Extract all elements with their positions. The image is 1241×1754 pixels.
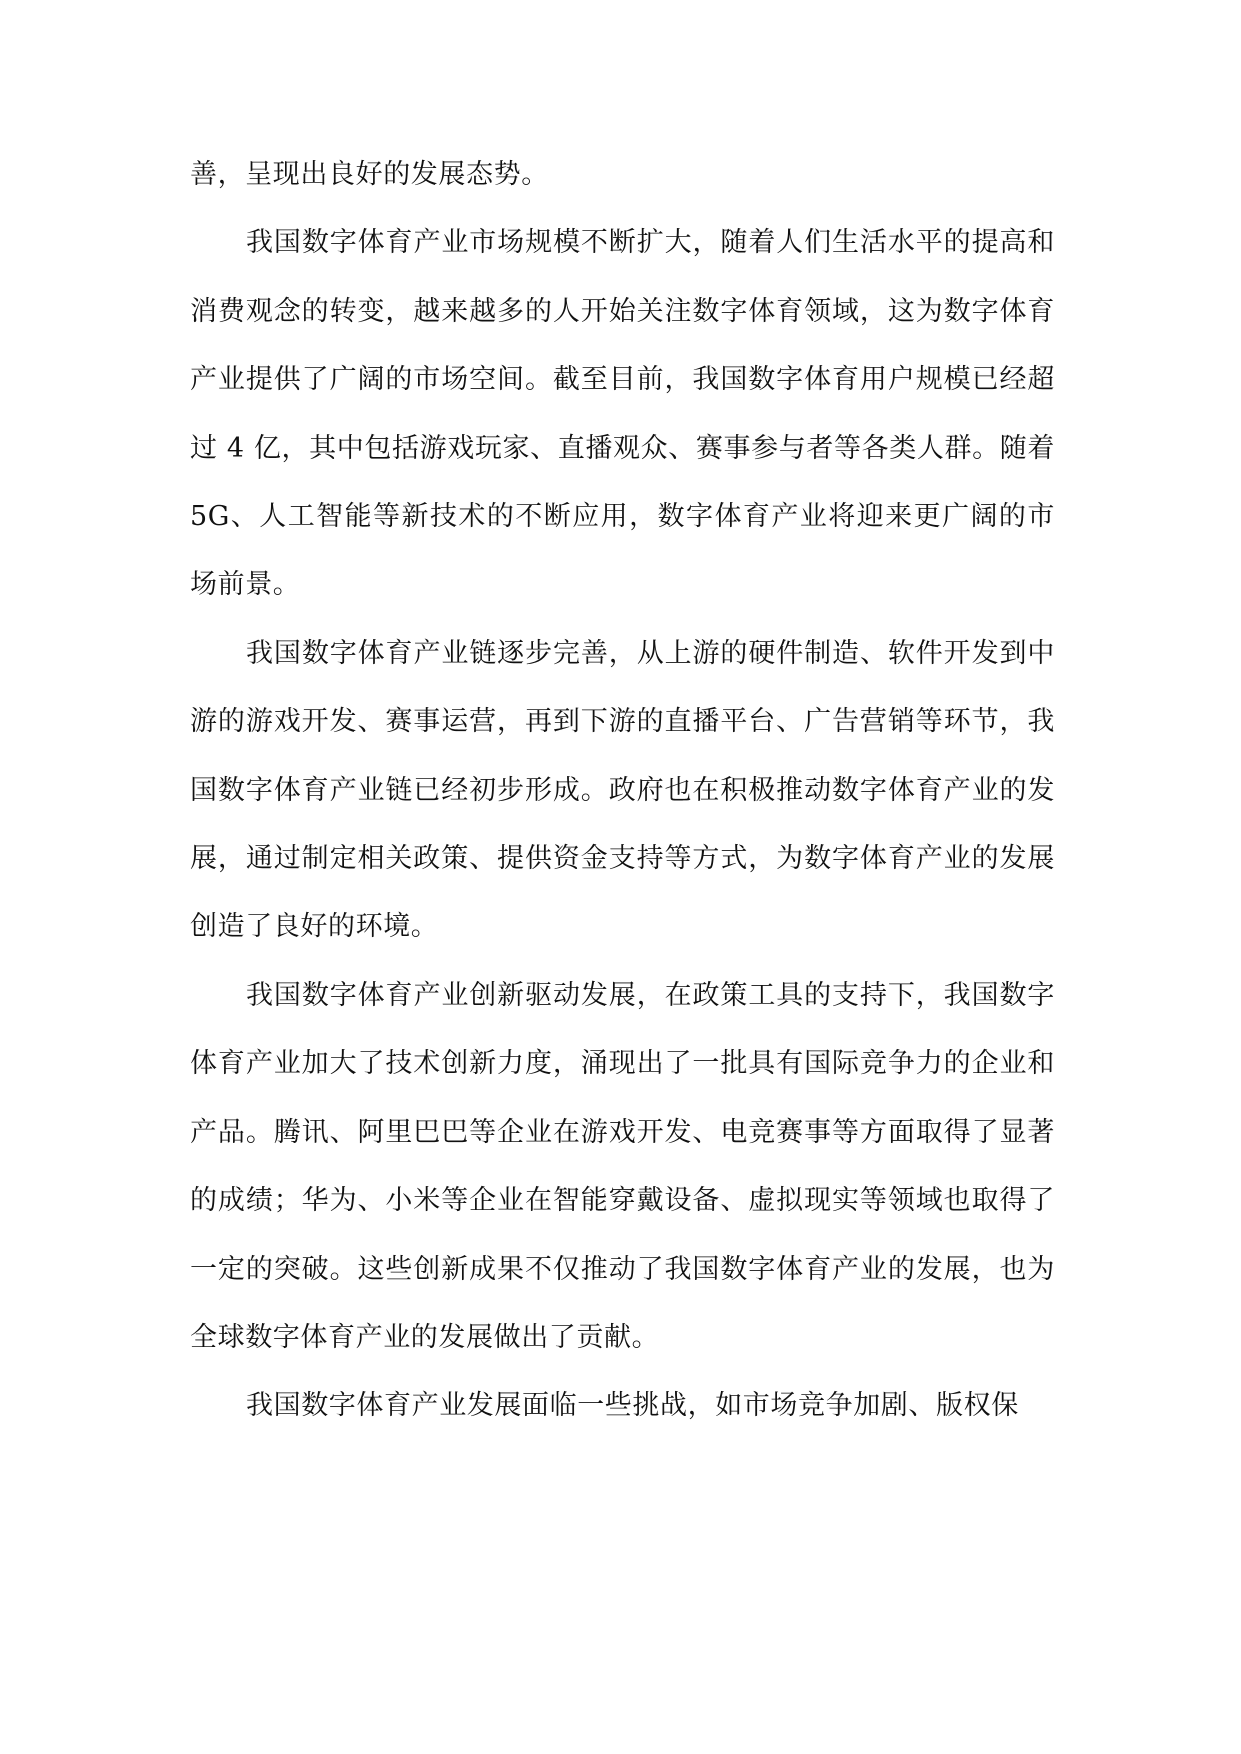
paragraph-challenges: 我国数字体育产业发展面临一些挑战，如市场竞争加剧、版权保	[246, 1390, 1019, 1422]
paragraph-industry-chain: 我国数字体育产业链逐步完善，从上游的硬件制造、软件开发到中游的游戏开发、赛事运营，再到下游的直播平台、广告营销等环节，我国数字体育产业链已经初步形成。政府也在积极推动数字体育产业的发展，通过制定相关政策、提供资金支持等方式，为数字体育产业的发展创造了良好的环境。	[190, 637, 1055, 943]
document-body	[190, 141, 1055, 1441]
paragraph-continuation: 善，呈现出良好的发展态势。	[190, 159, 549, 190]
paragraph-market-scale: 我国数字体育产业市场规模不断扩大，随着人们生活水平的提高和消费观念的转变，越来越多的人开始关注数字体育领域，这为数字体育产业提供了广阔的市场空间。截至目前，我国数字体育用户规模已经超过 4 亿，其中包括游戏玩家、直播观众、赛事参与者等各类人群。随着 5G、人工智能等新技术的不断应用，数字体育产业将迎来更广阔的市场前景。	[190, 227, 1055, 601]
paragraph-innovation: 我国数字体育产业创新驱动发展，在政策工具的支持下，我国数字体育产业加大了技术创新力度，涌现出了一批具有国际竞争力的企业和产品。腾讯、阿里巴巴等企业在游戏开发、电竞赛事等方面取得了显著的成绩；华为、小米等企业在智能穿戴设备、虚拟现实等领域也取得了一定的突破。这些创新成果不仅推动了我国数字体育产业的发展，也为全球数字体育产业的发展做出了贡献。	[190, 979, 1055, 1353]
